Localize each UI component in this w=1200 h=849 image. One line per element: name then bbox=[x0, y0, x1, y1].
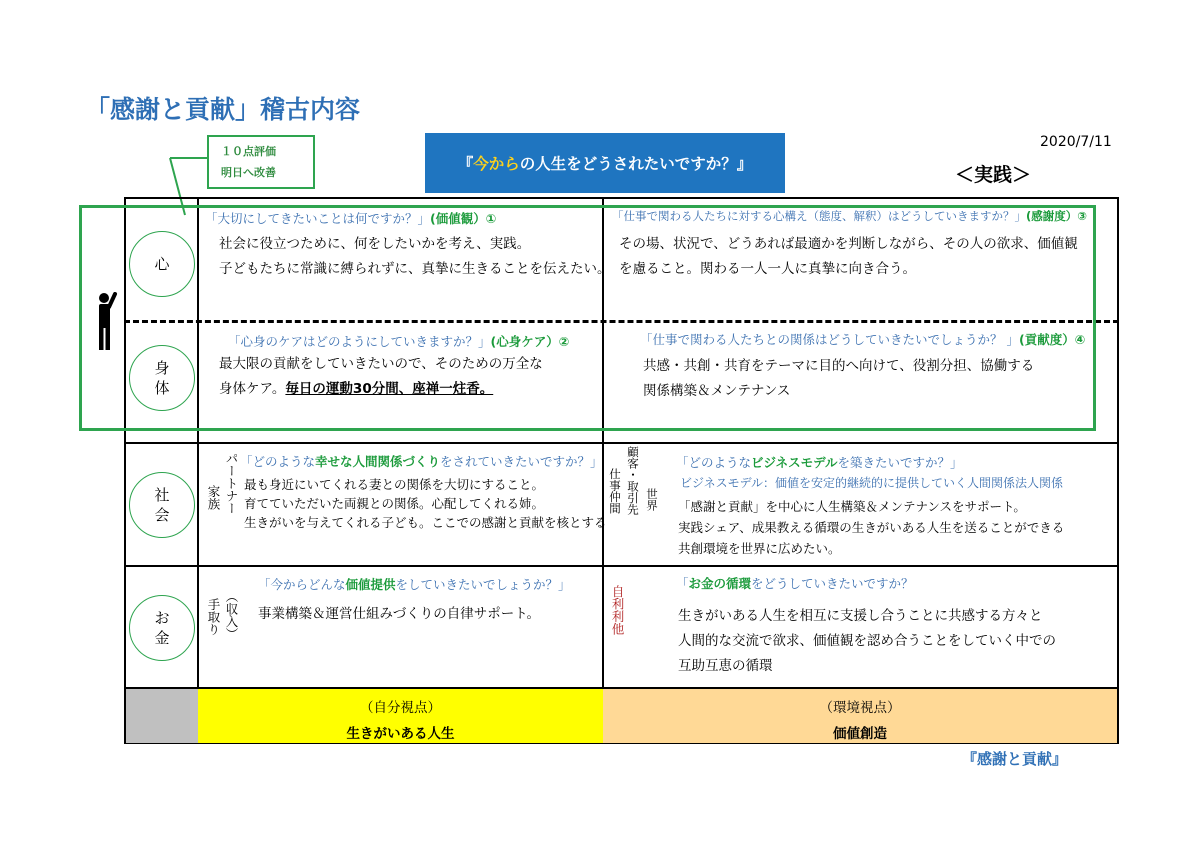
money-right-question-post: をどうしていきたいですか？ bbox=[751, 576, 914, 591]
society-partner-label: パートナー bbox=[224, 452, 239, 515]
evaluation-callout bbox=[207, 135, 315, 189]
society-left-line-3: 生きがいを与えてくれる子ども。ここでの感謝と貢献を核とする bbox=[244, 515, 607, 530]
body-label-1: 身 bbox=[154, 358, 170, 377]
money-left-question-em: 価値提供 bbox=[345, 577, 396, 592]
practice-label: ＜実践＞ bbox=[955, 164, 1032, 186]
money-left-question bbox=[258, 575, 571, 593]
environment-view-title: （環境視点） bbox=[819, 700, 901, 716]
society-label-2: 会 bbox=[154, 506, 170, 524]
society-right-question-post: を築きたいですか？」 bbox=[837, 455, 963, 470]
society-left-body bbox=[244, 475, 607, 532]
money-right-body bbox=[678, 604, 1056, 679]
practice-highlight-box bbox=[79, 205, 1096, 431]
money-mutual-benefit-label: 自利利他 bbox=[610, 585, 625, 635]
money-right-line-1: 生きがいある人生を相互に支援し合うことに共感する方々と bbox=[678, 608, 1043, 624]
money-label-circle bbox=[129, 595, 195, 661]
callout-line-1: １０点評価 bbox=[221, 145, 276, 158]
society-left-question-pre: 「どのような bbox=[240, 454, 316, 469]
heart-left-line-2: 子どもたちに常識に縛られずに、真摯に生きることを伝えたい。 bbox=[219, 261, 611, 277]
society-right-question-em: ビジネスモデル bbox=[751, 455, 838, 470]
money-right-question-em: お金の循環 bbox=[688, 576, 752, 591]
page-title: 「感謝と貢献」稽古内容 bbox=[85, 95, 361, 124]
row-divider-1 bbox=[124, 442, 1119, 444]
society-left-line-1: 最も身近にいてくれる妻との関係を大切にすること。 bbox=[244, 477, 545, 492]
body-right-line-2: 関係構築＆メンテナンス bbox=[643, 383, 791, 399]
body-right-question-tag: (貢献度）④ bbox=[1018, 332, 1086, 347]
self-view-title: （自分視点） bbox=[360, 700, 441, 716]
money-right-line-2: 人間的な交流で欲求、価値観を認め合うことをしていく中での bbox=[678, 633, 1056, 649]
heart-left-question-text: 「大切にしてきたいことは何ですか？」 bbox=[205, 211, 431, 226]
self-view-value: 生きがいある人生 bbox=[346, 726, 455, 742]
society-left-question bbox=[240, 452, 603, 470]
money-takehome-label: 手取り bbox=[206, 598, 221, 636]
heart-right-line-1: その場、状況で、どうあれば最適かを判断しながら、その人の欲求、価値観 bbox=[619, 236, 1078, 252]
society-world-label: 世界 bbox=[645, 488, 659, 511]
society-right-subnote: ビジネスモデル：価値を安定的継続的に提供していく人間関係法人関係 bbox=[680, 476, 1064, 490]
question-prefix: 『 bbox=[457, 155, 474, 173]
society-colleagues-label: 仕事仲間 bbox=[608, 468, 622, 514]
society-right-question bbox=[676, 453, 963, 471]
heart-left-question-tag: (価値観）① bbox=[430, 211, 497, 226]
heart-right-line-2: を慮ること。関わる一人一人に真摯に向き合う。 bbox=[619, 261, 916, 277]
environment-view-value: 価値創造 bbox=[833, 726, 887, 742]
body-left-question-tag: (心身ケア）② bbox=[490, 334, 570, 349]
body-label-2: 体 bbox=[154, 379, 170, 397]
society-left-question-post: をされていきたいですか？」 bbox=[440, 454, 603, 469]
row-divider-2 bbox=[124, 565, 1119, 567]
money-left-body: 事業構築＆運営仕組みづくりの自律サポート。 bbox=[258, 606, 541, 622]
question-highlight: 今から bbox=[473, 155, 520, 173]
date-label: 2020/7/11 bbox=[1040, 134, 1112, 150]
callout-line-2: 明日へ改善 bbox=[221, 166, 276, 179]
society-label-1: 社 bbox=[154, 485, 170, 504]
money-label-1: お bbox=[154, 608, 170, 627]
money-label-2: 金 bbox=[154, 629, 170, 647]
society-right-line-3: 共創環境を世界に広めたい。 bbox=[678, 541, 841, 556]
body-right-question-text: 「仕事で関わる人たちとの関係はどうしていきたいでしょうか？ 」 bbox=[640, 332, 1019, 347]
self-view-cell bbox=[198, 689, 603, 743]
environment-view-cell bbox=[603, 689, 1117, 743]
society-right-question-pre: 「どのような bbox=[676, 455, 752, 470]
money-income-label: （収入） bbox=[224, 590, 239, 640]
body-left-line-1: 最大限の貢献をしていきたいので、そのための万全な bbox=[219, 356, 543, 372]
society-right-line-2: 実践シェア、成果教える循環の生きがいある人生を送ることができる bbox=[678, 520, 1065, 535]
footer-label-cell bbox=[126, 689, 198, 743]
heart-right-question-tag: (感謝度）③ bbox=[1026, 209, 1087, 223]
body-left-line-2: 身体ケア。 bbox=[219, 381, 286, 397]
society-left-line-2: 育てていただいた両親との関係。心配してくれる姉。 bbox=[244, 496, 545, 511]
body-left-line-2-emphasis: 毎日の運動30分間、座禅一炷香。 bbox=[285, 381, 494, 397]
society-family-label: 家族 bbox=[206, 485, 221, 510]
footer-caption: 『感謝と貢献』 bbox=[962, 750, 1068, 768]
heart-left-line-1: 社会に役立つために、何をしたいかを考え、実践。 bbox=[219, 236, 531, 252]
heart-right-question-text: 「仕事で関わる人たちに対する心構え（態度、解釈）はどうしていきますか？」 bbox=[612, 209, 1026, 223]
money-left-question-post: をしていきたいでしょうか？」 bbox=[395, 577, 571, 592]
body-right-line-1: 共感・共創・共育をテーマに目的へ向けて、役割分担、協働する bbox=[643, 358, 1035, 374]
society-label-circle bbox=[129, 472, 195, 538]
main-question-banner bbox=[425, 133, 785, 193]
society-right-line-1: 「感謝と貢献」を中心に人生構築＆メンテナンスをサポート。 bbox=[678, 499, 1026, 514]
question-suffix: の人生をどうされたいですか？』 bbox=[519, 155, 753, 173]
money-right-question bbox=[676, 574, 914, 592]
body-left-question-text: 「心身のケアはどのようにしていきますか？」 bbox=[228, 334, 491, 349]
money-left-question-pre: 「今からどんな bbox=[258, 577, 346, 592]
money-right-line-3: 互助互恵の循環 bbox=[678, 658, 773, 674]
money-right-question-pre: 「 bbox=[676, 576, 689, 591]
society-left-question-em: 幸せな人間関係づくり bbox=[315, 454, 441, 469]
society-clients-label: 顧客・取引先 bbox=[626, 446, 640, 515]
society-right-body bbox=[678, 496, 1064, 559]
heart-label: 心 bbox=[154, 254, 170, 273]
